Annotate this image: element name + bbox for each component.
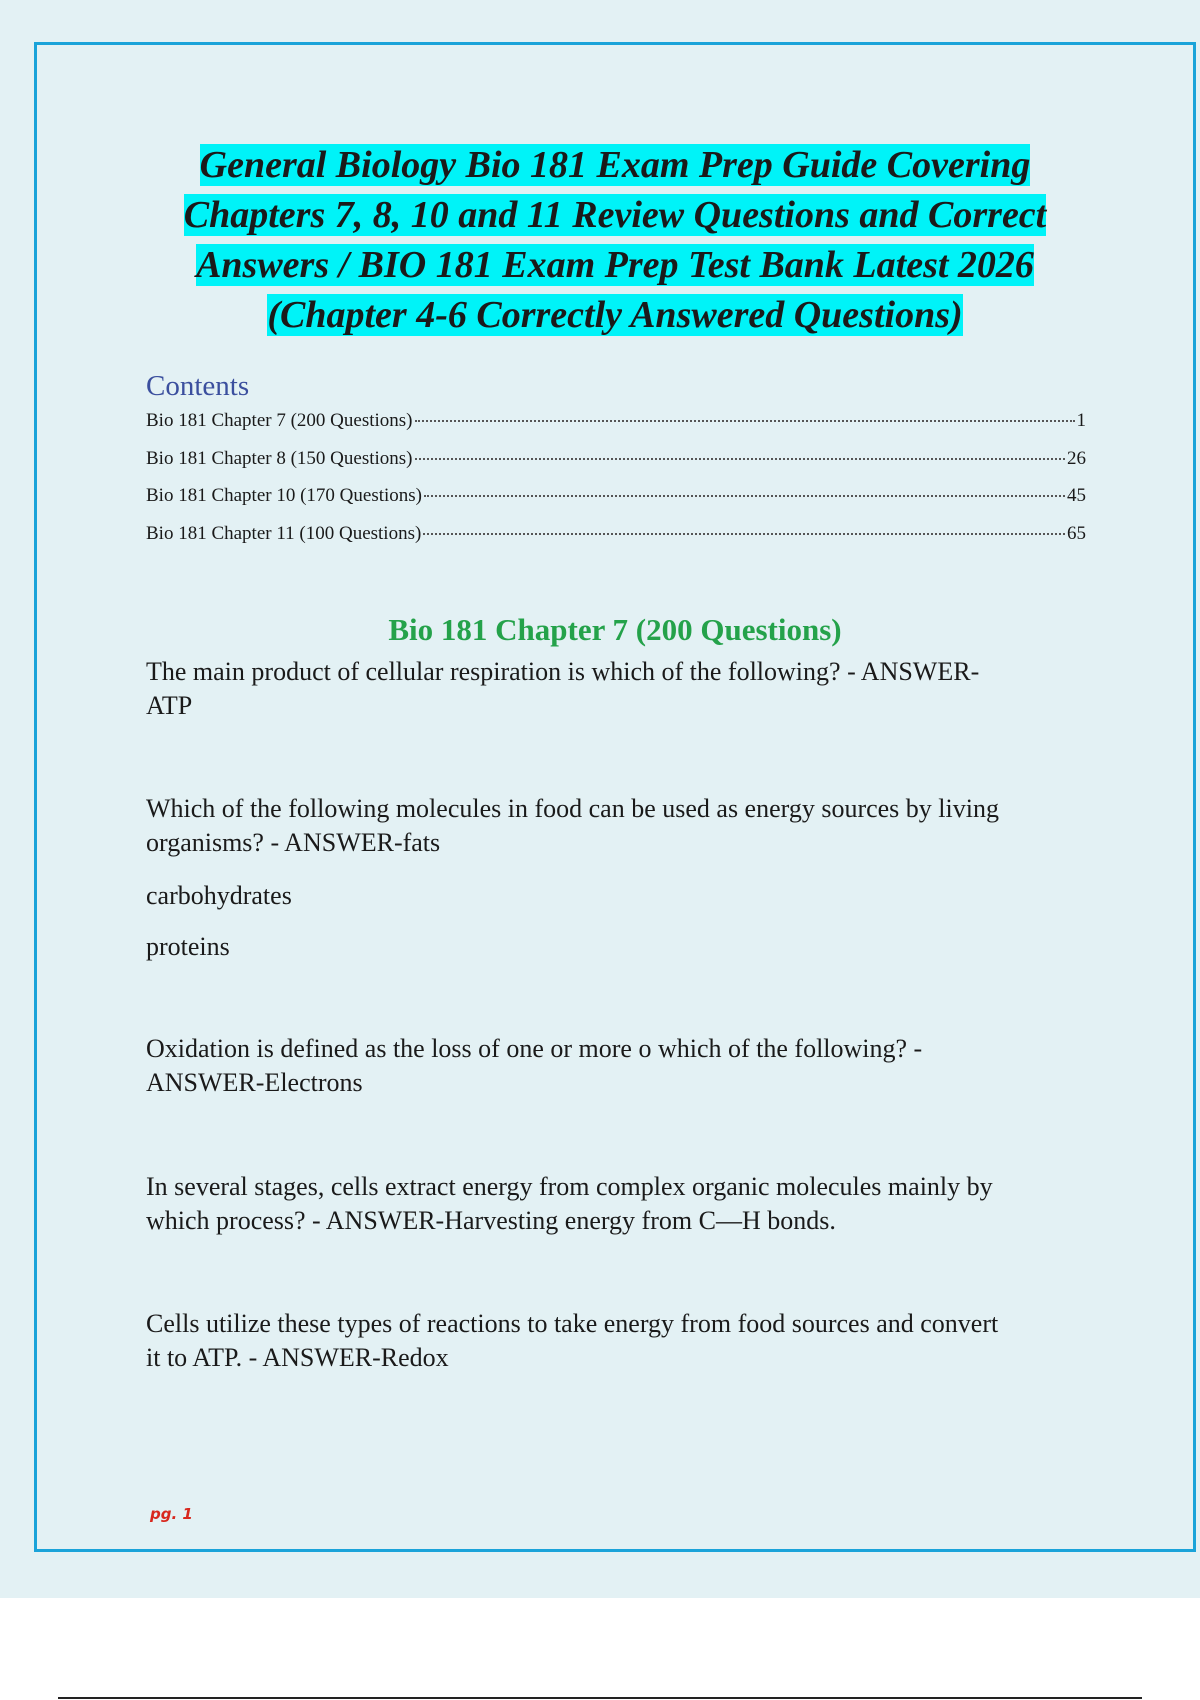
qa-line: proteins <box>146 932 230 961</box>
toc-leader-dots <box>415 420 1075 422</box>
toc-entry-page: 1 <box>1076 410 1086 431</box>
chapter-heading: Bio 181 Chapter 7 (200 Questions) <box>388 612 842 647</box>
qa-line: which process? - ANSWER-Harvesting energy from C—H bonds. <box>146 1206 836 1235</box>
toc-entry-page: 26 <box>1067 447 1086 469</box>
qa-item-2 <box>146 792 1086 860</box>
contents-heading: Contents <box>146 370 250 402</box>
toc-entry-chapter-10[interactable] <box>146 485 1086 523</box>
toc-entry-label: Bio 181 Chapter 10 (170 Questions) <box>146 485 423 506</box>
qa-line: Oxidation is defined as the loss of one or more o which of the following? - <box>146 1034 923 1063</box>
document-title <box>130 140 1100 340</box>
bottom-divider <box>58 1697 1142 1699</box>
toc-entry-chapter-11[interactable] <box>146 523 1086 561</box>
toc-entry-label: Bio 181 Chapter 7 (200 Questions) <box>146 410 413 431</box>
title-line-2: Chapters 7, 8, 10 and 11 Review Questions and Correct <box>183 194 1047 236</box>
toc-entry-label: Bio 181 Chapter 8 (150 Questions) <box>146 447 413 469</box>
toc-leader-dots <box>415 458 1065 460</box>
toc-leader-dots <box>423 533 1065 535</box>
qa-item-3 <box>146 879 1086 913</box>
qa-line: organisms? - ANSWER-fats <box>146 828 441 857</box>
qa-line: In several stages, cells extract energy from complex organic molecules mainly by <box>146 1172 993 1201</box>
toc-entry-chapter-7[interactable] <box>146 410 1086 448</box>
table-of-contents <box>146 410 1086 560</box>
toc-entry-page: 45 <box>1067 485 1086 506</box>
qa-line: Which of the following molecules in food can be used as energy sources by living <box>146 794 999 823</box>
qa-item-7 <box>146 1307 1086 1375</box>
qa-line: carbohydrates <box>146 881 292 910</box>
qa-line: ANSWER-Electrons <box>146 1068 363 1097</box>
toc-entry-label: Bio 181 Chapter 11 (100 Questions) <box>146 522 422 544</box>
title-line-1: General Biology Bio 181 Exam Prep Guide Covering <box>199 144 1031 186</box>
qa-line: The main product of cellular respiration is which of the following? - ANSWER- <box>146 657 980 686</box>
qa-item-5 <box>146 1032 1086 1100</box>
qa-line: Cells utilize these types of reactions to take energy from food sources and convert <box>146 1309 999 1338</box>
toc-entry-page: 65 <box>1067 522 1086 544</box>
title-line-4: (Chapter 4-6 Correctly Answered Questions) <box>267 294 963 336</box>
qa-item-4 <box>146 930 1086 964</box>
qa-line: it to ATP. - ANSWER-Redox <box>146 1343 449 1372</box>
qa-item-6 <box>146 1170 1086 1238</box>
toc-leader-dots <box>424 495 1065 497</box>
qa-line: ATP <box>146 691 193 720</box>
page-number: pg. 1 <box>150 1505 193 1523</box>
toc-entry-chapter-8[interactable] <box>146 448 1086 486</box>
qa-item-1 <box>146 655 1086 723</box>
title-line-3: Answers / BIO 181 Exam Prep Test Bank Latest 2026 <box>196 244 1034 286</box>
